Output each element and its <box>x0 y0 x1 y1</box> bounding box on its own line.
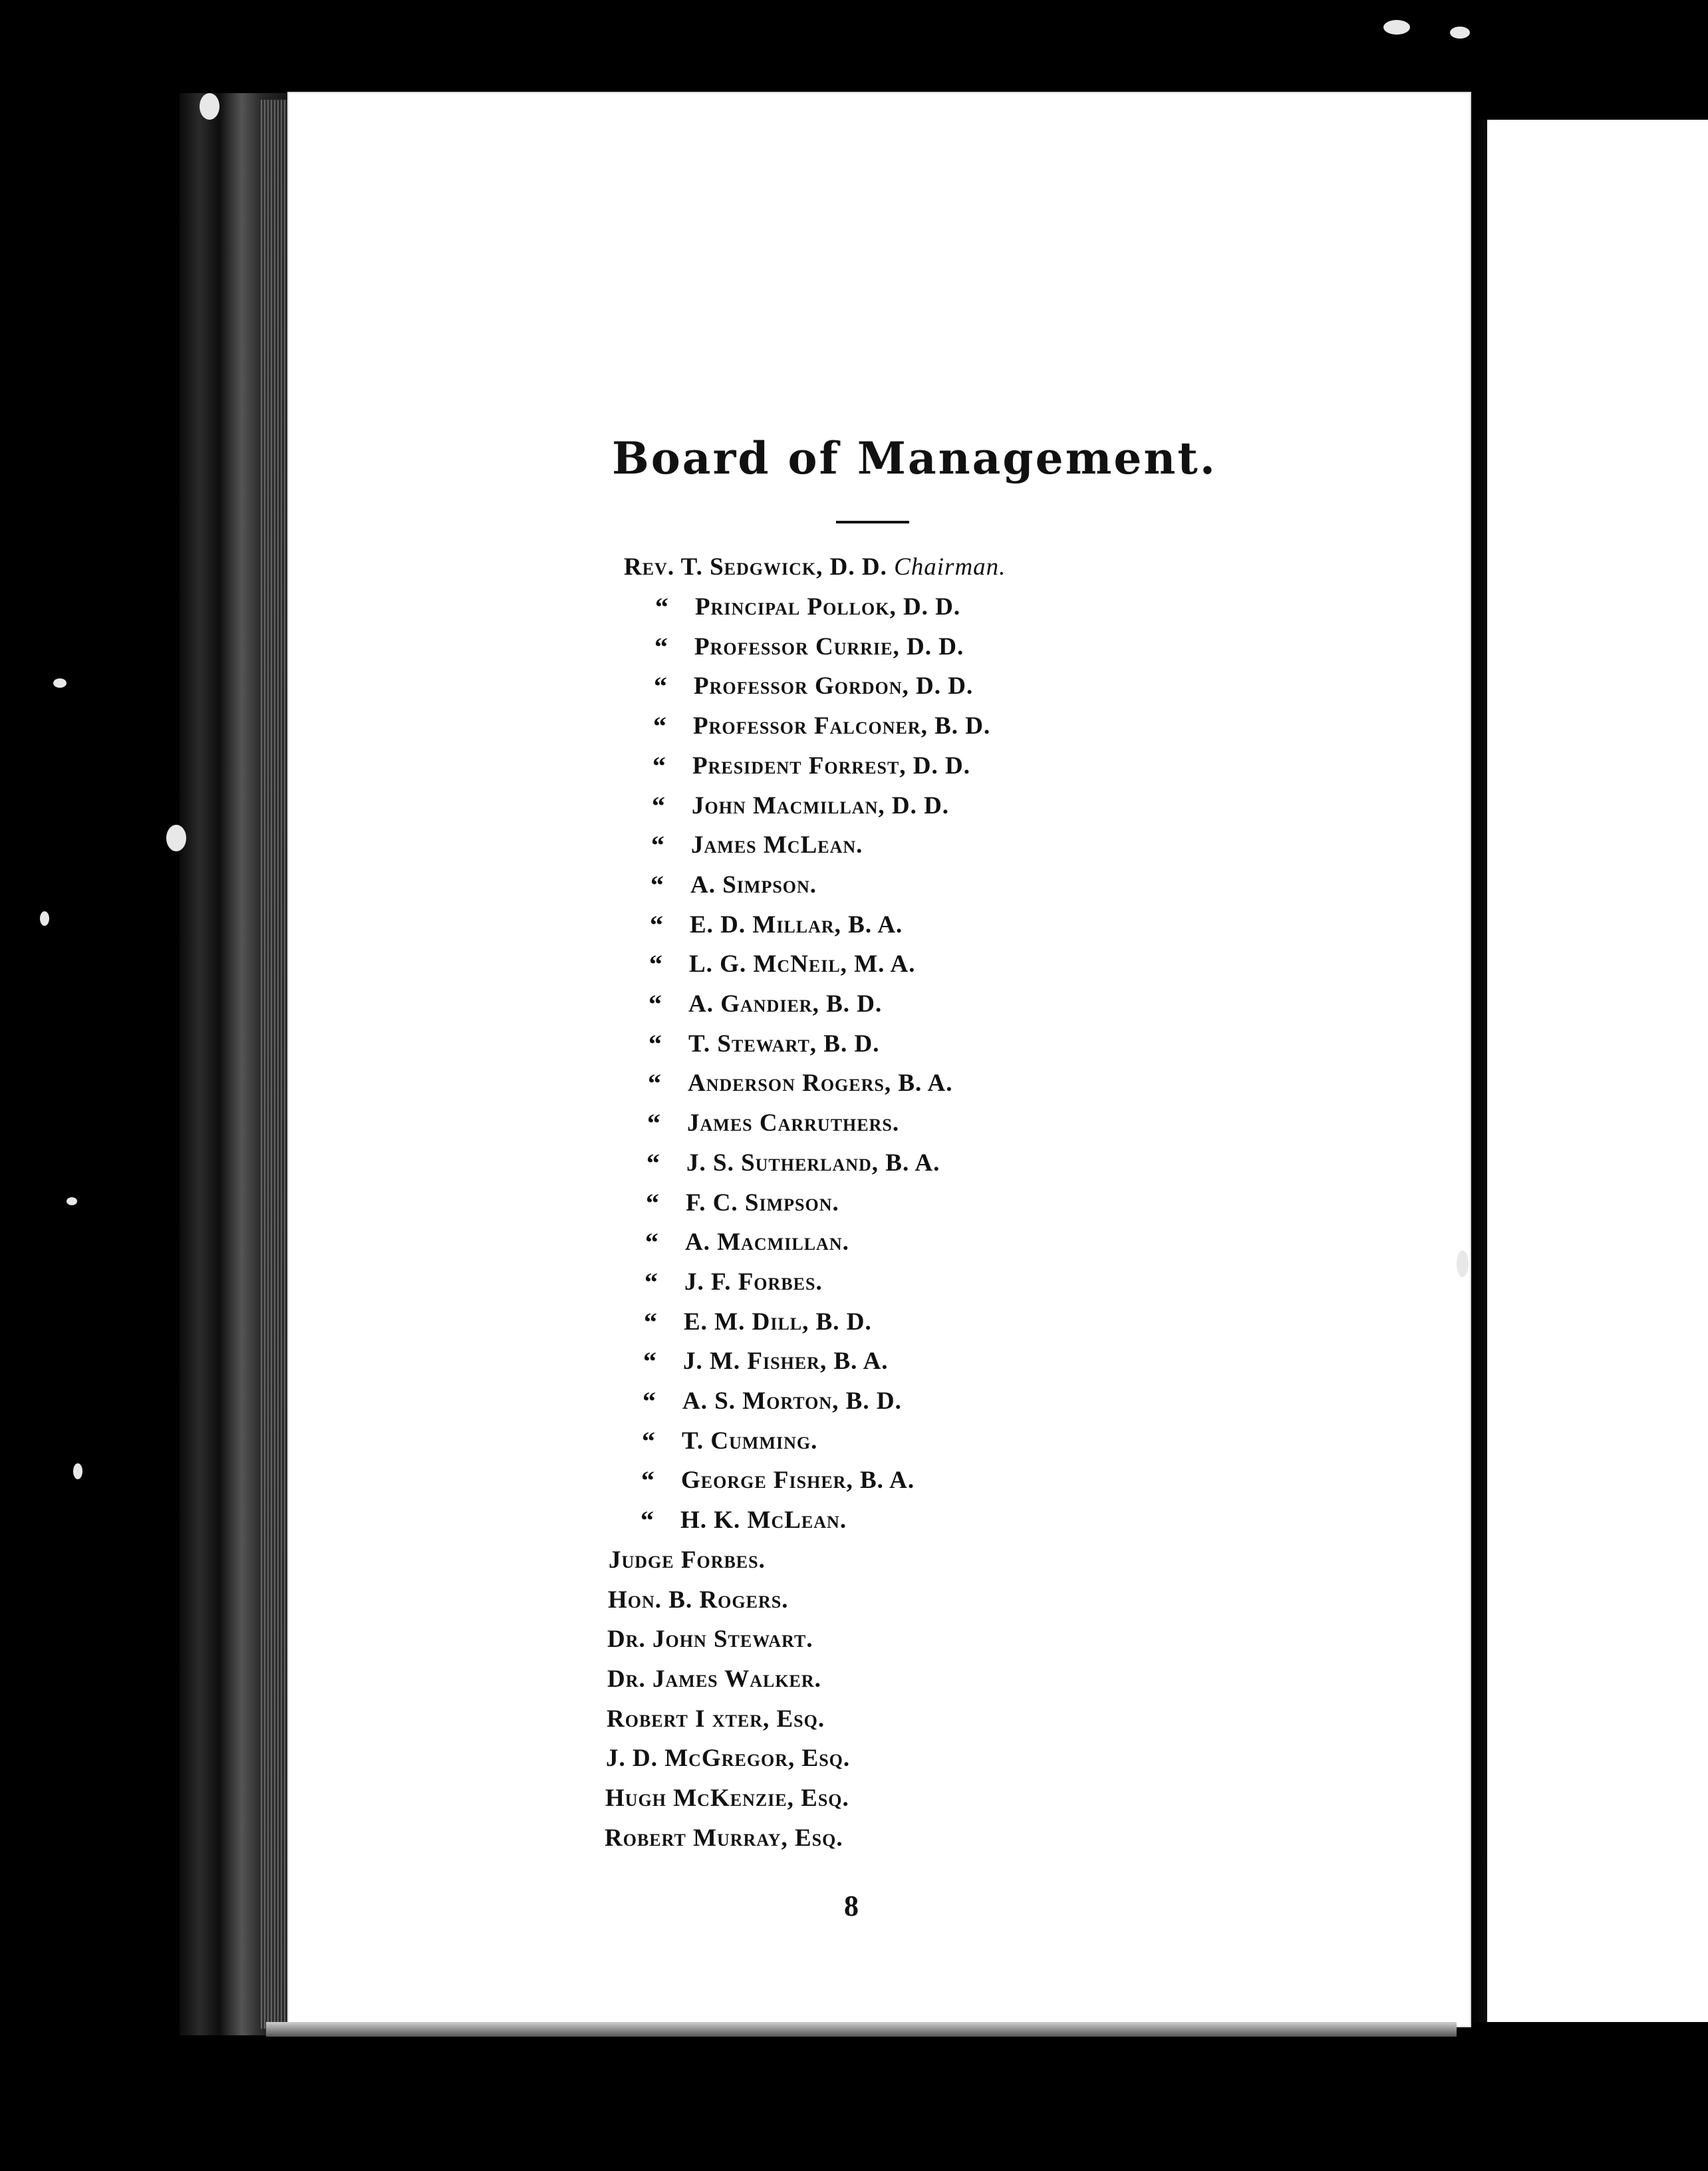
member-entry: L. G. McNeil, M. A. <box>689 950 916 978</box>
chairman-role: Chairman. <box>894 553 1006 581</box>
ditto-mark: “ <box>643 1346 656 1377</box>
member-entry: E. M. Dill, B. D. <box>684 1308 872 1336</box>
member-entry: A. Macmillan. <box>685 1229 849 1256</box>
ditto-mark: “ <box>651 830 664 861</box>
member-entry: Robert Murray, Esq. <box>605 1824 843 1852</box>
member-entry: Professor Gordon, D. D. <box>694 672 974 700</box>
ditto-mark: “ <box>655 592 668 622</box>
member-entry: Judge Forbes. <box>609 1546 766 1574</box>
member-entry: E. D. Millar, B. A. <box>690 911 903 939</box>
member-entry: J. F. Forbes. <box>684 1268 823 1296</box>
page-number: 8 <box>844 1890 859 1922</box>
member-entry: J. S. Sutherland, B. A. <box>686 1149 940 1177</box>
member-entry: John Macmillan, D. D. <box>692 792 950 819</box>
member-entry: Hon. B. Rogers. <box>608 1586 789 1614</box>
member-entry: T. Cumming. <box>682 1427 818 1455</box>
member-entry: James Carruthers. <box>687 1109 900 1137</box>
ditto-mark: “ <box>650 869 664 900</box>
ditto-mark: “ <box>648 1068 661 1099</box>
ditto-mark: “ <box>641 1465 654 1496</box>
member-entry: Professor Falconer, B. D. <box>693 712 991 740</box>
member-entry: A. Gandier, B. D. <box>688 990 883 1018</box>
ditto-mark: “ <box>650 909 663 940</box>
member-entry: A. S. Morton, B. D. <box>682 1387 902 1415</box>
page-title: Board of Management. <box>612 432 1217 484</box>
member-entry: H. K. McLean. <box>680 1507 847 1534</box>
member-entry: Principal Pollok, D. D. <box>695 593 961 621</box>
member-entry: T. Stewart, B. D. <box>688 1030 880 1058</box>
ditto-mark: “ <box>647 1108 660 1139</box>
member-entry: Professor Currie, D. D. <box>694 633 964 660</box>
ditto-mark: “ <box>646 1187 659 1218</box>
member-entry: Dr. John Stewart. <box>607 1626 813 1654</box>
ditto-mark: “ <box>644 1306 657 1337</box>
member-entry: J. D. McGregor, Esq. <box>606 1745 851 1773</box>
ditto-mark: “ <box>653 711 666 742</box>
ditto-mark: “ <box>645 1227 658 1258</box>
ditto-mark: “ <box>648 989 662 1019</box>
ditto-mark: “ <box>652 750 666 781</box>
member-entry: Hugh McKenzie, Esq. <box>605 1785 849 1812</box>
ditto-mark: “ <box>642 1386 656 1416</box>
ditto-mark: “ <box>654 671 667 702</box>
member-entry: James McLean. <box>691 831 863 859</box>
member-entry: J. M. Fisher, B. A. <box>683 1348 889 1375</box>
member-entry: President Forrest, D. D. <box>692 752 970 780</box>
member-entry: F. C. Simpson. <box>686 1189 839 1217</box>
ditto-mark: “ <box>648 1028 662 1059</box>
ditto-mark: “ <box>640 1505 654 1536</box>
ditto-mark: “ <box>654 631 668 662</box>
ditto-mark: “ <box>646 1147 660 1178</box>
member-entry: Robert I xter, Esq. <box>607 1705 825 1733</box>
member-entry: George Fisher, B. A. <box>681 1467 915 1495</box>
ditto-mark: “ <box>652 790 665 821</box>
ditto-mark: “ <box>649 949 662 980</box>
chairman-entry <box>624 550 1006 585</box>
member-entry: Anderson Rogers, B. A. <box>688 1070 953 1097</box>
chairman-name: Rev. T. Sedgwick, D. D. <box>624 553 887 581</box>
member-entry: A. Simpson. <box>690 871 817 899</box>
member-entry: Dr. James Walker. <box>607 1665 821 1693</box>
ditto-mark: “ <box>642 1425 655 1456</box>
ditto-mark: “ <box>644 1266 658 1297</box>
